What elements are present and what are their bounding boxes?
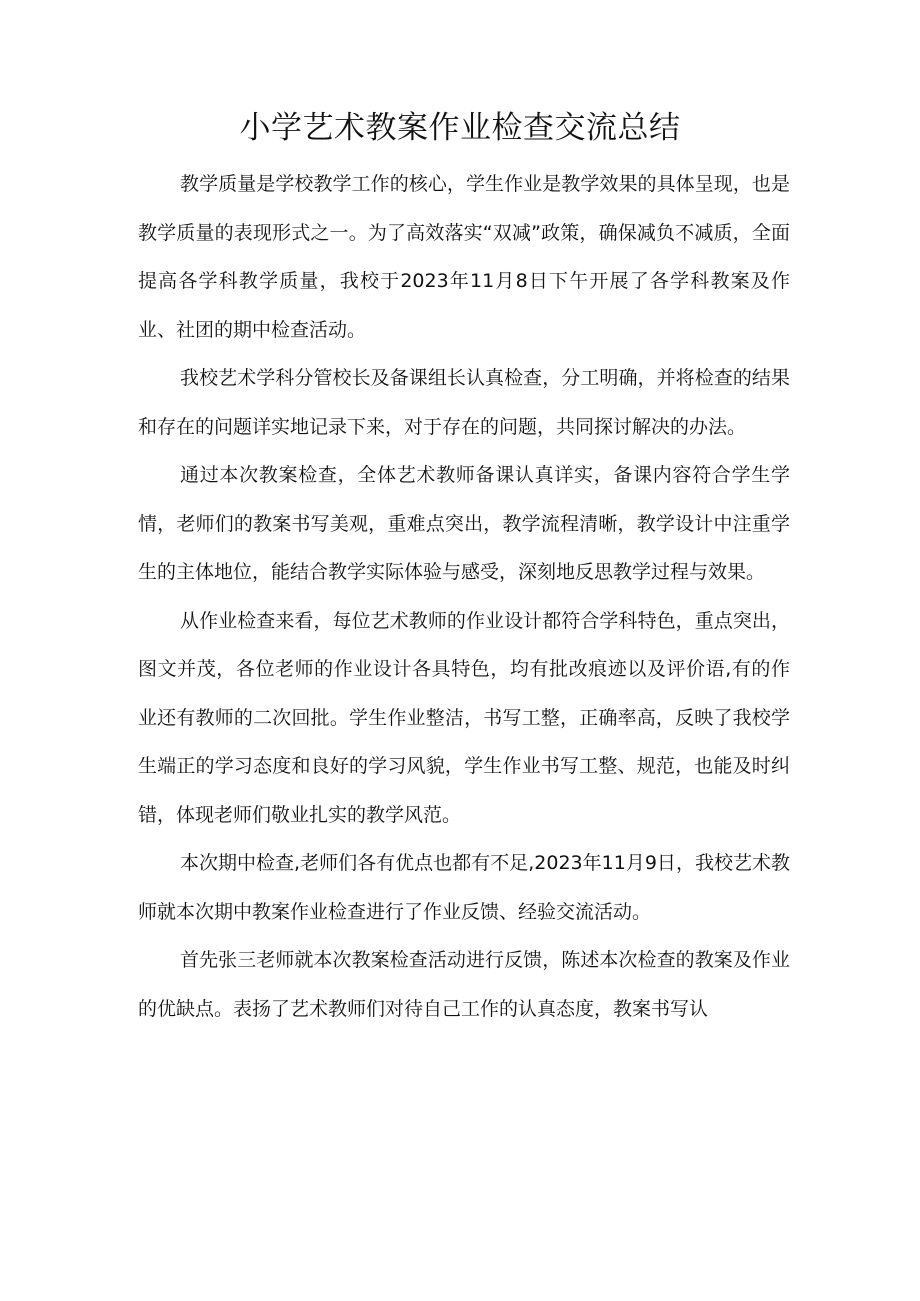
paragraph-homework-results: 从作业检查来看，每位艺术教师的作业设计都符合学科特色，重点突出，图文并茂，各位老师的作业设计各具特色，均有批改痕迹以及评价语,有的作业还有教师的二次回批。学生作业整洁，书写工整，正确率高，反映了我校学生端正的学习态度和良好的学习风貌，学生作业书写工整、规范，也能及时纠错，体现老师们敬业扎实的教学风范。 [138,609,790,826]
paragraph-teacher-feedback: 首先张三老师就本次教案检查活动进行反馈，陈述本次检查的教案及作业的优缺点。表扬了艺术教师们对待自己工作的认真态度，教案书写认 [138,949,790,1020]
paragraph-inspection-process: 我校艺术学科分管校长及备课组长认真检查，分工明确，并将检查的结果和存在的问题详实地记录下来，对于存在的问题，共同探讨解决的办法。 [138,367,790,438]
paragraph-feedback-activity: 本次期中检查,老师们各有优点也都有不足,2023年11月9日，我校艺术教师就本次期中教案作业检查进行了作业反馈、经验交流活动。 [138,852,790,923]
document-title: 小学艺术教案作业检查交流总结 [239,110,681,146]
paragraph-lesson-plan-results: 通过本次教案检查，全体艺术教师备课认真详实，备课内容符合学生学情，老师们的教案书写美观，重难点突出，教学流程清晰，教学设计中注重学生的主体地位，能结合教学实际体验与感受，深刻地反思教学过程与效果。 [138,464,790,583]
paragraph-intro: 教学质量是学校教学工作的核心，学生作业是教学效果的具体呈现，也是教学质量的表现形式之一。为了高效落实“双减”政策，确保减负不减质，全面提高各学科教学质量，我校于2023年11月8日下午开展了各学科教案及作业、社团的期中检查活动。 [138,173,790,341]
document-body [138,160,790,1033]
